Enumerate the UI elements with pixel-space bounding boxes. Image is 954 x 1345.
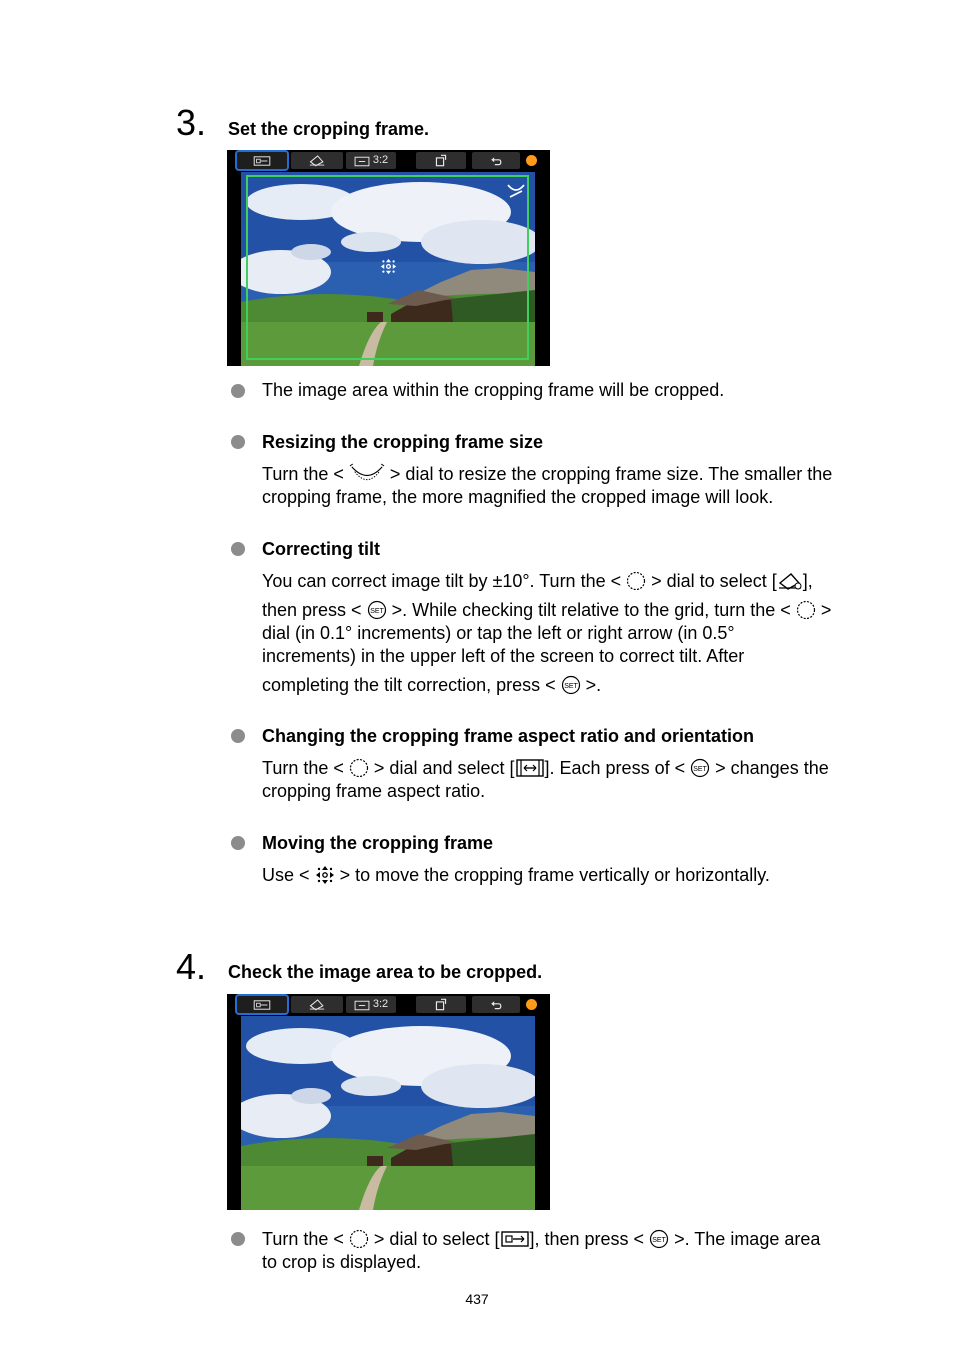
aspect-ratio-tool[interactable] <box>346 152 396 169</box>
tilt-text-line-2: then press < >. While checking tilt relative to the grid, turn the < > <box>262 600 832 620</box>
aspect-ratio-label: 3:2 <box>372 154 389 166</box>
aspect-ratio-icon <box>515 758 545 778</box>
camera-screen-crop-preview <box>227 994 550 1210</box>
resize-text-line-2: cropping frame, the more magnified the cropped image will look. <box>262 487 774 507</box>
quick-control-dial-icon <box>349 758 369 778</box>
set-button-icon <box>561 675 581 695</box>
tilt-text-line-3: dial (in 0.1° increments) or tap the left or right arrow (in 0.5° <box>262 623 735 643</box>
aspect-text-line-1: Turn the < > dial and select [ ]. Each press of < > changes the <box>262 758 829 778</box>
resize-text-line-1: Turn the < > dial to resize the cropping frame size. The smaller the <box>262 464 833 484</box>
tilt-text-line-5: completing the tilt correction, press < >. <box>262 675 602 695</box>
resize-handle-icon[interactable] <box>506 181 526 199</box>
check-text-line-2: to crop is displayed. <box>262 1252 422 1272</box>
crop-tool-icon[interactable] <box>237 996 287 1013</box>
return-icon[interactable] <box>472 152 520 169</box>
set-button-icon <box>649 1229 669 1249</box>
bullet-marker <box>231 435 245 449</box>
aspect-text-line-2: cropping frame aspect ratio. <box>262 781 486 801</box>
status-dot-icon <box>526 999 537 1010</box>
crop-menu-bar <box>227 994 550 1016</box>
rotate-orientation-icon[interactable] <box>416 996 466 1013</box>
set-button-icon <box>690 758 710 778</box>
heading-correcting-tilt: Correcting tilt <box>262 539 381 559</box>
step-4-number: 4. <box>176 946 207 987</box>
moving-text-line-1: Use < > to move the cropping frame vertically or horizontally. <box>262 865 770 885</box>
bullet-marker <box>231 1232 245 1246</box>
bullet-marker <box>231 836 245 850</box>
quick-control-dial-icon <box>796 600 816 620</box>
cropped-preview-image <box>241 1016 535 1210</box>
step-4-title: Check the image area to be cropped. <box>228 962 543 982</box>
aspect-ratio-tool[interactable] <box>346 996 396 1013</box>
rotate-orientation-icon[interactable] <box>416 152 466 169</box>
tilt-tool-icon[interactable] <box>291 152 343 169</box>
check-text-line-1: Turn the < > dial to select [ ], then press < >. The image area <box>262 1229 821 1249</box>
move-frame-icon[interactable] <box>380 258 397 275</box>
heading-resize-frame: Resizing the cropping frame size <box>262 432 544 452</box>
crop-icon <box>500 1229 530 1249</box>
multi-controller-icon <box>315 865 335 885</box>
bullet-crop-area-text: The image area within the cropping frame will be cropped. <box>262 380 725 400</box>
step-3-title: Set the cropping frame. <box>228 119 430 139</box>
tilt-text-line-1: You can correct image tilt by ±10°. Turn the < > dial to select [ ], <box>262 571 813 591</box>
bullet-marker <box>231 542 245 556</box>
quick-control-dial-icon <box>349 1229 369 1249</box>
heading-moving-frame: Moving the cropping frame <box>262 833 494 853</box>
tilt-text-line-4: increments) in the upper left of the screen to correct tilt. After <box>262 646 745 666</box>
camera-screen-crop-frame <box>227 150 550 366</box>
page-number: 437 <box>465 1291 489 1307</box>
step-3-number: 3. <box>176 102 207 143</box>
bullet-marker <box>231 729 245 743</box>
tilt-icon <box>777 571 803 591</box>
crop-tool-icon[interactable] <box>237 152 287 169</box>
main-dial-icon <box>349 463 385 484</box>
set-button-icon <box>367 600 387 620</box>
heading-aspect-ratio: Changing the cropping frame aspect ratio and orientation <box>262 726 755 746</box>
return-icon[interactable] <box>472 996 520 1013</box>
crop-menu-bar <box>227 150 550 172</box>
tilt-tool-icon[interactable] <box>291 996 343 1013</box>
bullet-marker <box>231 384 245 398</box>
quick-control-dial-icon <box>626 571 646 591</box>
aspect-ratio-label: 3:2 <box>372 998 389 1010</box>
status-dot-icon <box>526 155 537 166</box>
